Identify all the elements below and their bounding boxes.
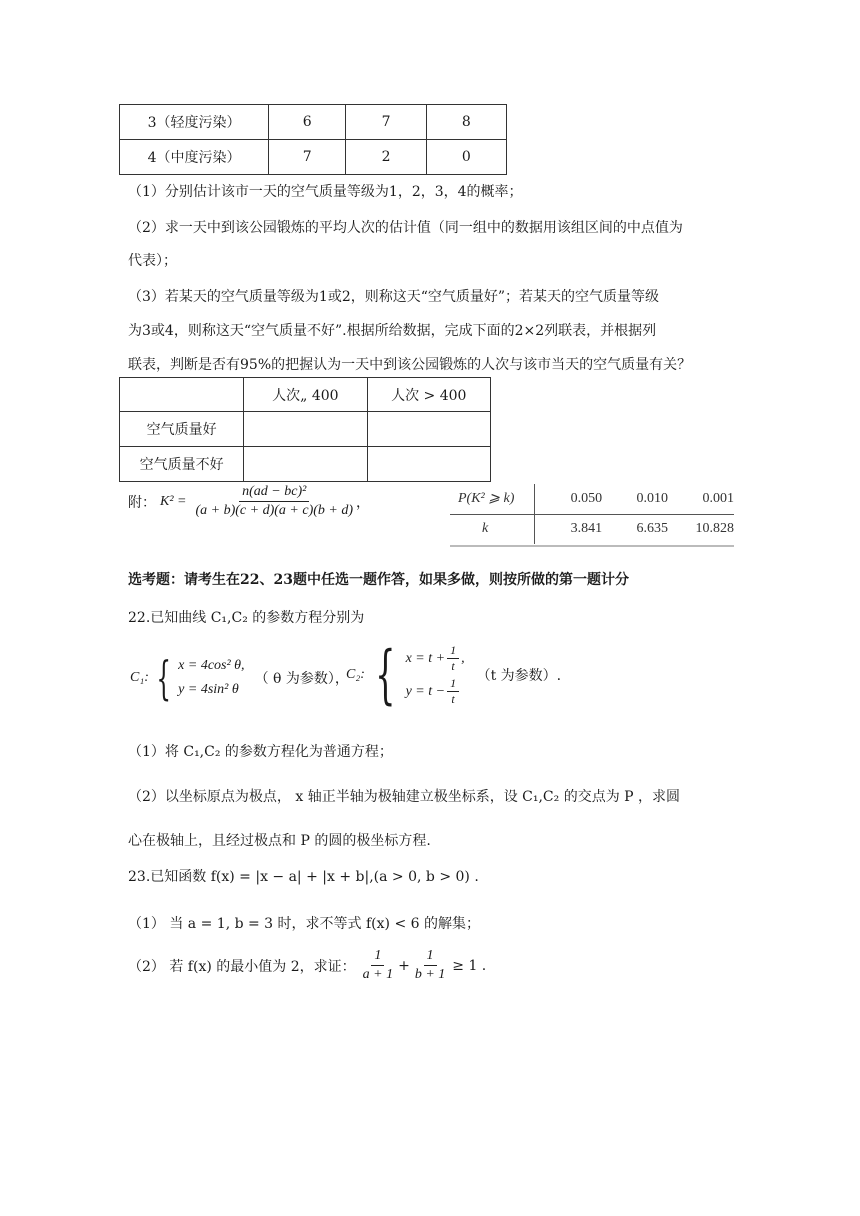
table-cell: 4（中度污染） (120, 140, 269, 175)
table-cell: 7 (346, 105, 426, 140)
fraction-numerator: 1 (447, 644, 459, 659)
fraction-1-over-a-plus-1 (360, 948, 396, 983)
fraction-numerator: 1 (447, 677, 459, 692)
fraction-denominator: b + 1 (414, 967, 446, 982)
fraction-denominator: a + 1 (362, 967, 394, 982)
fraction-1-over-b-plus-1 (412, 948, 448, 983)
problem-23-intro: 23.已知函数 f(x) = |x − a| + |x + b|,(a > 0, b > 0) . (128, 869, 479, 885)
left-brace-icon: { (375, 638, 396, 712)
table-cell (244, 412, 367, 447)
c2-equation-2 (406, 677, 465, 706)
table-cell: 2 (346, 140, 426, 175)
table-cell: 8 (426, 105, 506, 140)
c2-eq1-text: x = t + (405, 650, 446, 666)
table-row (120, 105, 507, 140)
c2-eq2-text: y = t − (405, 683, 446, 699)
table-cell: 7 (269, 140, 346, 175)
problem-22-q2-line1: （2）以坐标原点为极点， x 轴正半轴为极轴建立极坐标系，设 C₁,C₂ 的交点为 P ，求圆 (128, 789, 681, 805)
table-row (120, 412, 491, 447)
c1-parameter-note: （ θ 为参数）， (254, 671, 349, 687)
fraction-denominator: t (451, 692, 455, 706)
air-quality-table (119, 104, 507, 175)
elective-heading: 选考题：请考生在22、23题中任选一题作答，如果多做，则按所做的第一题计分 (128, 572, 629, 588)
question-2-line1: （2）求一天中到该公园锻炼的平均人次的估计值（同一组中的数据用该组区间的中点值为 (128, 220, 683, 236)
question-1: （1）分别估计该市一天的空气质量等级为1，2，3，4的概率； (128, 184, 523, 200)
formula-block (128, 484, 370, 519)
k-table-label: P(K² ⩾ k) (458, 491, 515, 507)
fraction-denominator: (a + b)(c + d)(a + c)(b + d) (195, 503, 353, 518)
one-over-t-fraction (447, 644, 459, 673)
question-3-line3: 联表，判断是否有95%的把握认为一天中到该公园锻炼的人次与该市当天的空气质量有关？ (128, 357, 692, 373)
table-row (120, 140, 507, 175)
fraction-numerator: 1 (424, 948, 437, 966)
k-table-value: 10.828 (695, 521, 734, 537)
fraction-denominator: t (451, 659, 455, 673)
k-table-value: 0.010 (636, 490, 668, 506)
table-row (450, 514, 734, 544)
table-cell: 3（轻度污染） (120, 105, 269, 140)
question-3-line2: 为3或4，则称这天“空气质量不好”.根据所给数据，完成下面的2×2列联表，并根据列 (128, 323, 657, 339)
problem-22-q2-line2: 心在极轴上，且经过极点和 P 的圆的极坐标方程. (128, 833, 431, 849)
c2-equation-1 (406, 644, 465, 673)
table-cell (244, 447, 367, 482)
curve-c1 (130, 651, 349, 705)
c2-label: C₂: (346, 667, 365, 682)
problem-23-q2-suffix: ≥ 1 . (452, 957, 487, 974)
table-row (120, 447, 491, 482)
c1-label: C₁: (130, 670, 149, 685)
critical-value-table (450, 484, 734, 547)
table-cell: 6 (269, 105, 346, 140)
table-cell (367, 447, 490, 482)
c1-equation-2: y = 4sin² θ (178, 682, 239, 697)
problem-22-q1: （1）将 C₁,C₂ 的参数方程化为普通方程； (128, 744, 393, 760)
formula-suffix: ， (356, 494, 370, 511)
fraction-numerator: 1 (371, 948, 384, 966)
question-3-line1: （3）若某天的空气质量等级为1或2，则称这天“空气质量好”；若某天的空气质量等级 (128, 289, 660, 305)
k-table-value: 3.841 (535, 514, 602, 544)
k-table-value: 0.050 (535, 484, 602, 514)
table-bottom-rule (450, 545, 734, 547)
table-row (450, 484, 734, 514)
formula-prefix: 附： (128, 494, 156, 511)
c1-system (178, 654, 244, 702)
table-cell: 空气质量好 (120, 412, 244, 447)
fraction-numerator: n(ad − bc)² (239, 484, 309, 502)
problem-22-intro: 22.已知曲线 C₁,C₂ 的参数方程分别为 (128, 610, 365, 626)
problem-23-q1: （1） 当 a = 1, b = 3 时，求不等式 f(x) < 6 的解集； (128, 916, 480, 932)
c1-equation-1: x = 4cos² θ, (178, 658, 245, 673)
table-cell: 0 (426, 140, 506, 175)
table-cell: 空气质量不好 (120, 447, 244, 482)
one-over-t-fraction (447, 677, 459, 706)
formula-lhs: K² = (160, 493, 187, 509)
problem-23-q2 (128, 948, 486, 983)
plus-sign: + (398, 957, 410, 974)
table-header-cell (120, 378, 244, 412)
left-brace-icon: { (156, 651, 171, 705)
contingency-table (119, 377, 491, 482)
question-2-line2: 代表）； (128, 253, 177, 269)
k-table-value: 6.635 (636, 521, 668, 537)
c2-parameter-note: （t 为参数）. (476, 668, 562, 684)
problem-23-q2-prefix: （2） 若 f(x) 的最小值为 2，求证： (128, 958, 356, 975)
table-header-cell: 人次 > 400 (367, 378, 490, 412)
c2-system (406, 644, 465, 706)
table-cell (367, 412, 490, 447)
curve-c2 (346, 638, 562, 712)
table-header-row (120, 378, 491, 412)
table-header-cell: 人次„ 400 (244, 378, 367, 412)
k-table-value: 0.001 (702, 490, 734, 506)
k-table-label: k (482, 521, 489, 537)
k-squared-fraction (192, 484, 356, 519)
c2-eq1-comma: , (461, 650, 465, 666)
